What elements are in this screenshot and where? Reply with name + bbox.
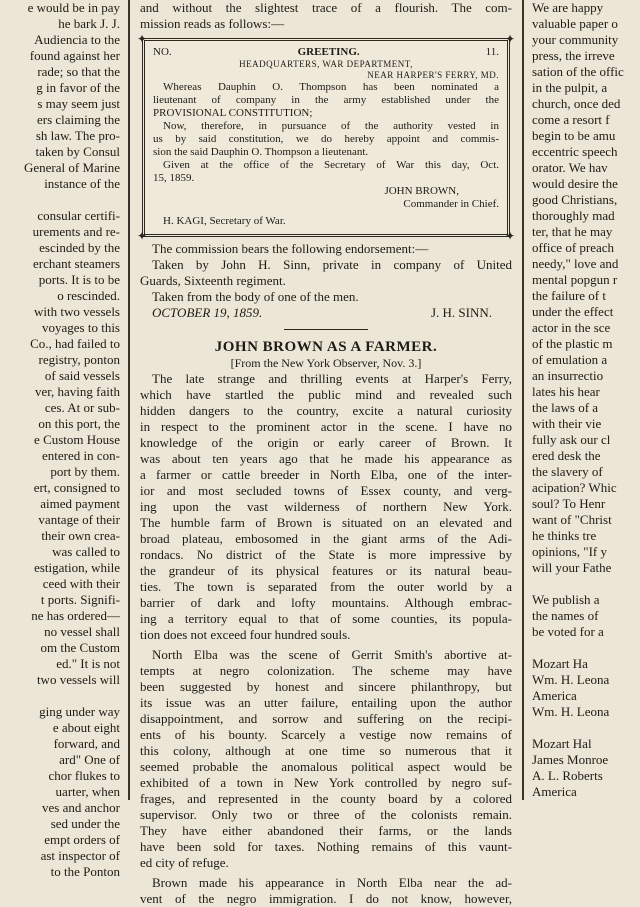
right-column-line: will your Fathe <box>532 560 612 575</box>
left-column-line: sed under the <box>50 816 120 831</box>
commission-greeting: GREETING. <box>297 46 360 58</box>
right-column-line: lates his hear <box>532 384 600 399</box>
right-column-line: James Monroe <box>532 752 609 767</box>
article-paragraph-1 <box>140 371 512 643</box>
intro-line: mission reads as follows:— <box>140 16 285 31</box>
left-column-line: with two vessels <box>34 304 120 319</box>
article-line: was about ten years ago that he made his appearance as <box>140 451 512 466</box>
article-line: Brown made his appearance in North Elba near the ad- <box>152 875 512 890</box>
article-line: the grandeur of its physical features or its natural beau- <box>140 563 512 578</box>
corner-ornament-icon: ✦ <box>137 229 148 243</box>
right-column-line: good Christians, <box>532 192 618 207</box>
article-line: ties. The town is separated from the outer world by a <box>140 579 512 594</box>
left-column-line: sh law. The pro- <box>35 128 120 143</box>
article-line: this colony, although at one time so numerous that it <box>140 743 512 758</box>
right-column-line: would desire the <box>532 176 618 191</box>
left-column-line <box>0 688 124 704</box>
commission-hq-line1: HEADQUARTERS, WAR DEPARTMENT, <box>239 59 413 69</box>
right-column-line: press, the irreve <box>532 48 615 63</box>
article-line: which have startled the public mind and revealed such <box>140 387 512 402</box>
left-column-line: e would be in pay <box>27 0 120 15</box>
right-column-line: in the pulpit, a <box>532 80 608 95</box>
left-column-line: Audiencia to the <box>34 32 120 47</box>
article-line: its issue was an utter failure, entailing upon the author <box>140 695 512 710</box>
left-column-line: e about eight <box>52 720 120 735</box>
right-column-line: opinions, "If y <box>532 544 607 559</box>
article-line: ing upon the vast wilderness of northern New York. <box>140 499 512 514</box>
article-body <box>134 371 518 907</box>
commission-header <box>153 45 499 59</box>
article-line: ed city of refuge. <box>140 855 229 870</box>
commission-text-line: PROVISIONAL CONSTITUTION; <box>153 107 313 119</box>
article-line: in respect to the prominent actor in the scene. I have no <box>140 419 512 434</box>
column-rule-left <box>128 0 130 800</box>
left-column-line: empt orders of <box>44 832 120 847</box>
endorsement-lines <box>140 257 512 305</box>
article-line: ior and most secluded towns of Essex county, and verg- <box>140 483 512 498</box>
right-column <box>528 0 640 800</box>
left-column-line: ard" One of <box>59 752 120 767</box>
endorsement-date: OCTOBER 19, 1859. <box>152 305 263 320</box>
right-column-line <box>528 576 640 592</box>
left-column-line: erchant steamers <box>33 256 120 271</box>
right-column-line: actor in the sce <box>532 320 611 335</box>
left-column-line: urements and re- <box>32 224 120 239</box>
article-line: ing a territory equal to that of some counties, its popula- <box>140 611 512 626</box>
right-column-line: America <box>532 784 577 799</box>
right-column-line: soul? To Henr <box>532 496 606 511</box>
article-headline: JOHN BROWN AS A FARMER. <box>214 339 438 355</box>
commission-text-line: Given at the office of the Secretary of War this day, Oct. <box>163 159 499 171</box>
left-column-line: g in favor of the <box>36 80 120 95</box>
left-column-line: uarter, when <box>55 784 120 799</box>
right-column-line: with their vie <box>532 416 602 431</box>
center-column <box>134 0 518 906</box>
right-column-line: We publish a <box>532 592 600 607</box>
left-column-line: ed." It is not <box>56 656 120 671</box>
right-column-line: of the plastic m <box>532 336 613 351</box>
article-line: tempts at negro colonization. The scheme may have <box>140 663 512 678</box>
commission-hq-line2: NEAR HARPER'S FERRY, MD. <box>367 70 499 80</box>
right-column-line: Mozart Ha <box>532 656 588 671</box>
article-line: knowledge of the origin or early career of Brown. It <box>140 435 512 450</box>
article-line: vent of the negro immigration. I do not know, however, <box>140 891 512 906</box>
left-column-line: voyages to this <box>42 320 120 335</box>
left-column-line: o rescinded. <box>57 288 120 303</box>
left-column-line: found against her <box>29 48 120 63</box>
left-column-line: two vessels will <box>36 672 120 687</box>
commission-body <box>153 81 499 185</box>
endorsement-line: Guards, Sixteenth regiment. <box>140 273 286 288</box>
right-column-line: an insurrectio <box>532 368 604 383</box>
right-column-line: church, once ded <box>532 96 621 111</box>
commission-text-line: Whereas Dauphin O. Thompson has been nominated a <box>163 81 499 93</box>
left-column-line: consular certifi- <box>37 208 120 223</box>
left-column-line: s may seem just <box>37 96 120 111</box>
left-column-line: ne has ordered— <box>31 608 120 623</box>
left-column-line: om the Custom <box>40 640 120 655</box>
article-line: The late strange and thrilling events at Harper's Ferry, <box>152 371 512 386</box>
right-column-line: office of preach <box>532 240 615 255</box>
endorsement-intro: The commission bears the following endorsement:— <box>152 241 429 256</box>
article-line: rondacs. No district of the State is more impressive by <box>140 547 512 562</box>
article-line: seemed probable the anomalous political aspect would be <box>140 759 512 774</box>
article-line: They have either abandoned their farms, or the lands <box>140 823 512 838</box>
left-column-line: ert, consigned to <box>33 480 120 495</box>
endorsement-line: Taken from the body of one of the men. <box>152 289 359 304</box>
left-column-line: ports. It is to be <box>38 272 120 287</box>
right-column-line: ered desk the <box>532 448 601 463</box>
article-line: supervisor. Only two or three of the colonists remain. <box>140 807 512 822</box>
left-column-line: aimed payment <box>40 496 120 511</box>
article-line: barrier of dark and lofty mountains. Although embrac- <box>140 595 512 610</box>
corner-ornament-icon: ✦ <box>504 32 515 46</box>
left-column-line: registry, ponton <box>38 352 120 367</box>
left-column-line: estigation, while <box>34 560 120 575</box>
left-column-line: of said vessels <box>44 368 120 383</box>
article-line: have been sold for taxes. Nothing remains of this vaunt- <box>140 839 512 854</box>
right-column-line: be voted for a <box>532 624 604 639</box>
left-column-line: General of Marine <box>23 160 120 175</box>
article-line: tion does not exceed four hundred souls. <box>140 627 351 642</box>
left-column-line: ves and anchor <box>42 800 120 815</box>
right-column-line: Wm. H. Leona <box>532 672 610 687</box>
left-column-line: to the Ponton <box>50 864 120 879</box>
left-column-line: vantage of their <box>38 512 120 527</box>
article-source: [From the New York Observer, Nov. 3.] <box>230 356 422 370</box>
article-paragraph-3 <box>140 875 512 907</box>
endorsement <box>134 241 518 321</box>
left-column-line <box>0 192 124 208</box>
corner-ornament-icon: ✦ <box>504 229 515 243</box>
right-column-line: ter, that he may <box>532 224 613 239</box>
left-column-line: forward, and <box>53 736 120 751</box>
right-column-line: of emulation a <box>532 352 608 367</box>
left-column-line: on this port, the <box>38 416 120 431</box>
commission-secretary: H. KAGI, Secretary of War. <box>163 215 286 227</box>
commission-text-line: sion the said Dauphin O. Thompson a lieutenant. <box>153 146 369 158</box>
left-column-line: t ports. Signifi- <box>40 592 120 607</box>
article-paragraph-2 <box>140 647 512 871</box>
left-column-line: rade; so that the <box>37 64 120 79</box>
right-column-line: valuable paper o <box>532 16 618 31</box>
left-column <box>0 0 124 879</box>
right-column-line <box>528 720 640 736</box>
commission-signer-name: JOHN BROWN, <box>384 185 459 197</box>
right-column-line: begin to be amu <box>532 128 616 143</box>
left-column-line: escinded by the <box>39 240 120 255</box>
left-column-line: ging under way <box>39 704 120 719</box>
right-column-line: fully ask our cl <box>532 432 611 447</box>
commission-number-label: NO. <box>153 46 172 58</box>
intro-line: and without the slightest trace of a flourish. The com- <box>140 0 512 15</box>
right-column-line: want of "Christ <box>532 512 612 527</box>
column-rule-right <box>522 0 524 800</box>
right-column-line: needy," love and <box>532 256 619 271</box>
left-column-line: ceed with their <box>42 576 120 591</box>
right-column-line: Wm. H. Leona <box>532 704 610 719</box>
commission-text-line: 15, 1859. <box>153 172 195 184</box>
endorsement-date-row <box>140 305 512 321</box>
right-column-line: he thinks tre <box>532 528 597 543</box>
right-column-line: under the effect <box>532 304 614 319</box>
left-column-line: ver, having faith <box>34 384 120 399</box>
right-column-line: orator. We hav <box>532 160 608 175</box>
left-column-line: their own crea- <box>41 528 120 543</box>
right-column-line: A. L. Roberts <box>532 768 603 783</box>
right-column-line: the slavery of <box>532 464 603 479</box>
right-column-line: mental popgun r <box>532 272 618 287</box>
article-divider <box>284 329 368 330</box>
commission-text-line: lieutenant of company in the army established under the <box>153 94 499 106</box>
left-column-line: was called to <box>52 544 120 559</box>
endorsement-line: Taken by John H. Sinn, private in company of United <box>152 257 512 272</box>
right-column-line: Mozart Hal <box>532 736 592 751</box>
commission-text-line: Now, therefore, in pursuance of the authority vested in <box>163 120 499 132</box>
left-column-line: ast inspector of <box>40 848 120 863</box>
commission-signer-title: Commander in Chief. <box>403 198 499 210</box>
left-column-line: no vessel shall <box>44 624 120 639</box>
article-line: North Elba was the scene of Gerrit Smith's abortive at- <box>152 647 512 662</box>
commission-signature-row-2 <box>153 198 499 211</box>
right-column-line: come a resort f <box>532 112 610 127</box>
left-column-line: ers claiming the <box>36 112 120 127</box>
endorsement-signature: J. H. SINN. <box>430 305 492 320</box>
commission-number-value: 11. <box>485 46 499 58</box>
article-line: been suggested by honest and sincere philanthropy, but <box>140 679 512 694</box>
left-column-line: instance of the <box>44 176 120 191</box>
commission-signature-row <box>153 185 499 198</box>
right-column-line: acipation? Whic <box>532 480 617 495</box>
right-column-line: America <box>532 688 577 703</box>
commission-secretary-row <box>153 215 499 228</box>
left-column-line: entered in con- <box>42 448 120 463</box>
right-column-line: the names of <box>532 608 599 623</box>
commission-document <box>137 32 515 243</box>
right-column-line: eccentric speech <box>532 144 618 159</box>
right-column-line: sation of the offic <box>532 64 624 79</box>
left-column-line: taken by Consul <box>35 144 120 159</box>
left-column-line: e Custom House <box>34 432 120 447</box>
right-column-line: your community <box>532 32 619 47</box>
left-column-line: port by them. <box>50 464 120 479</box>
commission-text-line: us by said constitution, we do hereby appoint and commis- <box>153 133 499 145</box>
article-line: The humble farm of Brown is situated on an elevated and <box>140 515 512 530</box>
commission-intro <box>134 0 518 32</box>
right-column-line: thoroughly mad <box>532 208 615 223</box>
right-column-line: the failure of t <box>532 288 606 303</box>
right-column-line: We are happy <box>532 0 604 15</box>
left-column-line: he bark J. J. <box>58 16 120 31</box>
article-line: hidden dangers to the country, excite a natural curiosity <box>140 403 512 418</box>
right-column-line: the laws of a <box>532 400 599 415</box>
article-line: frages, and represented in the county board by a colored <box>140 791 512 806</box>
left-column-line: ces. At or sub- <box>44 400 120 415</box>
left-column-line: Co., had failed to <box>30 336 120 351</box>
article-line: broad plateau, embosomed in the giant arms of the Adi- <box>140 531 512 546</box>
article-line: a farmer or cattle breeder in North Elba, one of the inter- <box>140 467 512 482</box>
article-line: disappointment, and sorrow and suffering on the recipi- <box>140 711 512 726</box>
left-column-line: chor flukes to <box>48 768 120 783</box>
article-line: exhibited of a town in New York controlled by negro suf- <box>140 775 512 790</box>
article-line: ents of his bounty. Scarcely a vestige now remains of <box>140 727 512 742</box>
right-column-line <box>528 640 640 656</box>
corner-ornament-icon: ✦ <box>137 32 148 46</box>
